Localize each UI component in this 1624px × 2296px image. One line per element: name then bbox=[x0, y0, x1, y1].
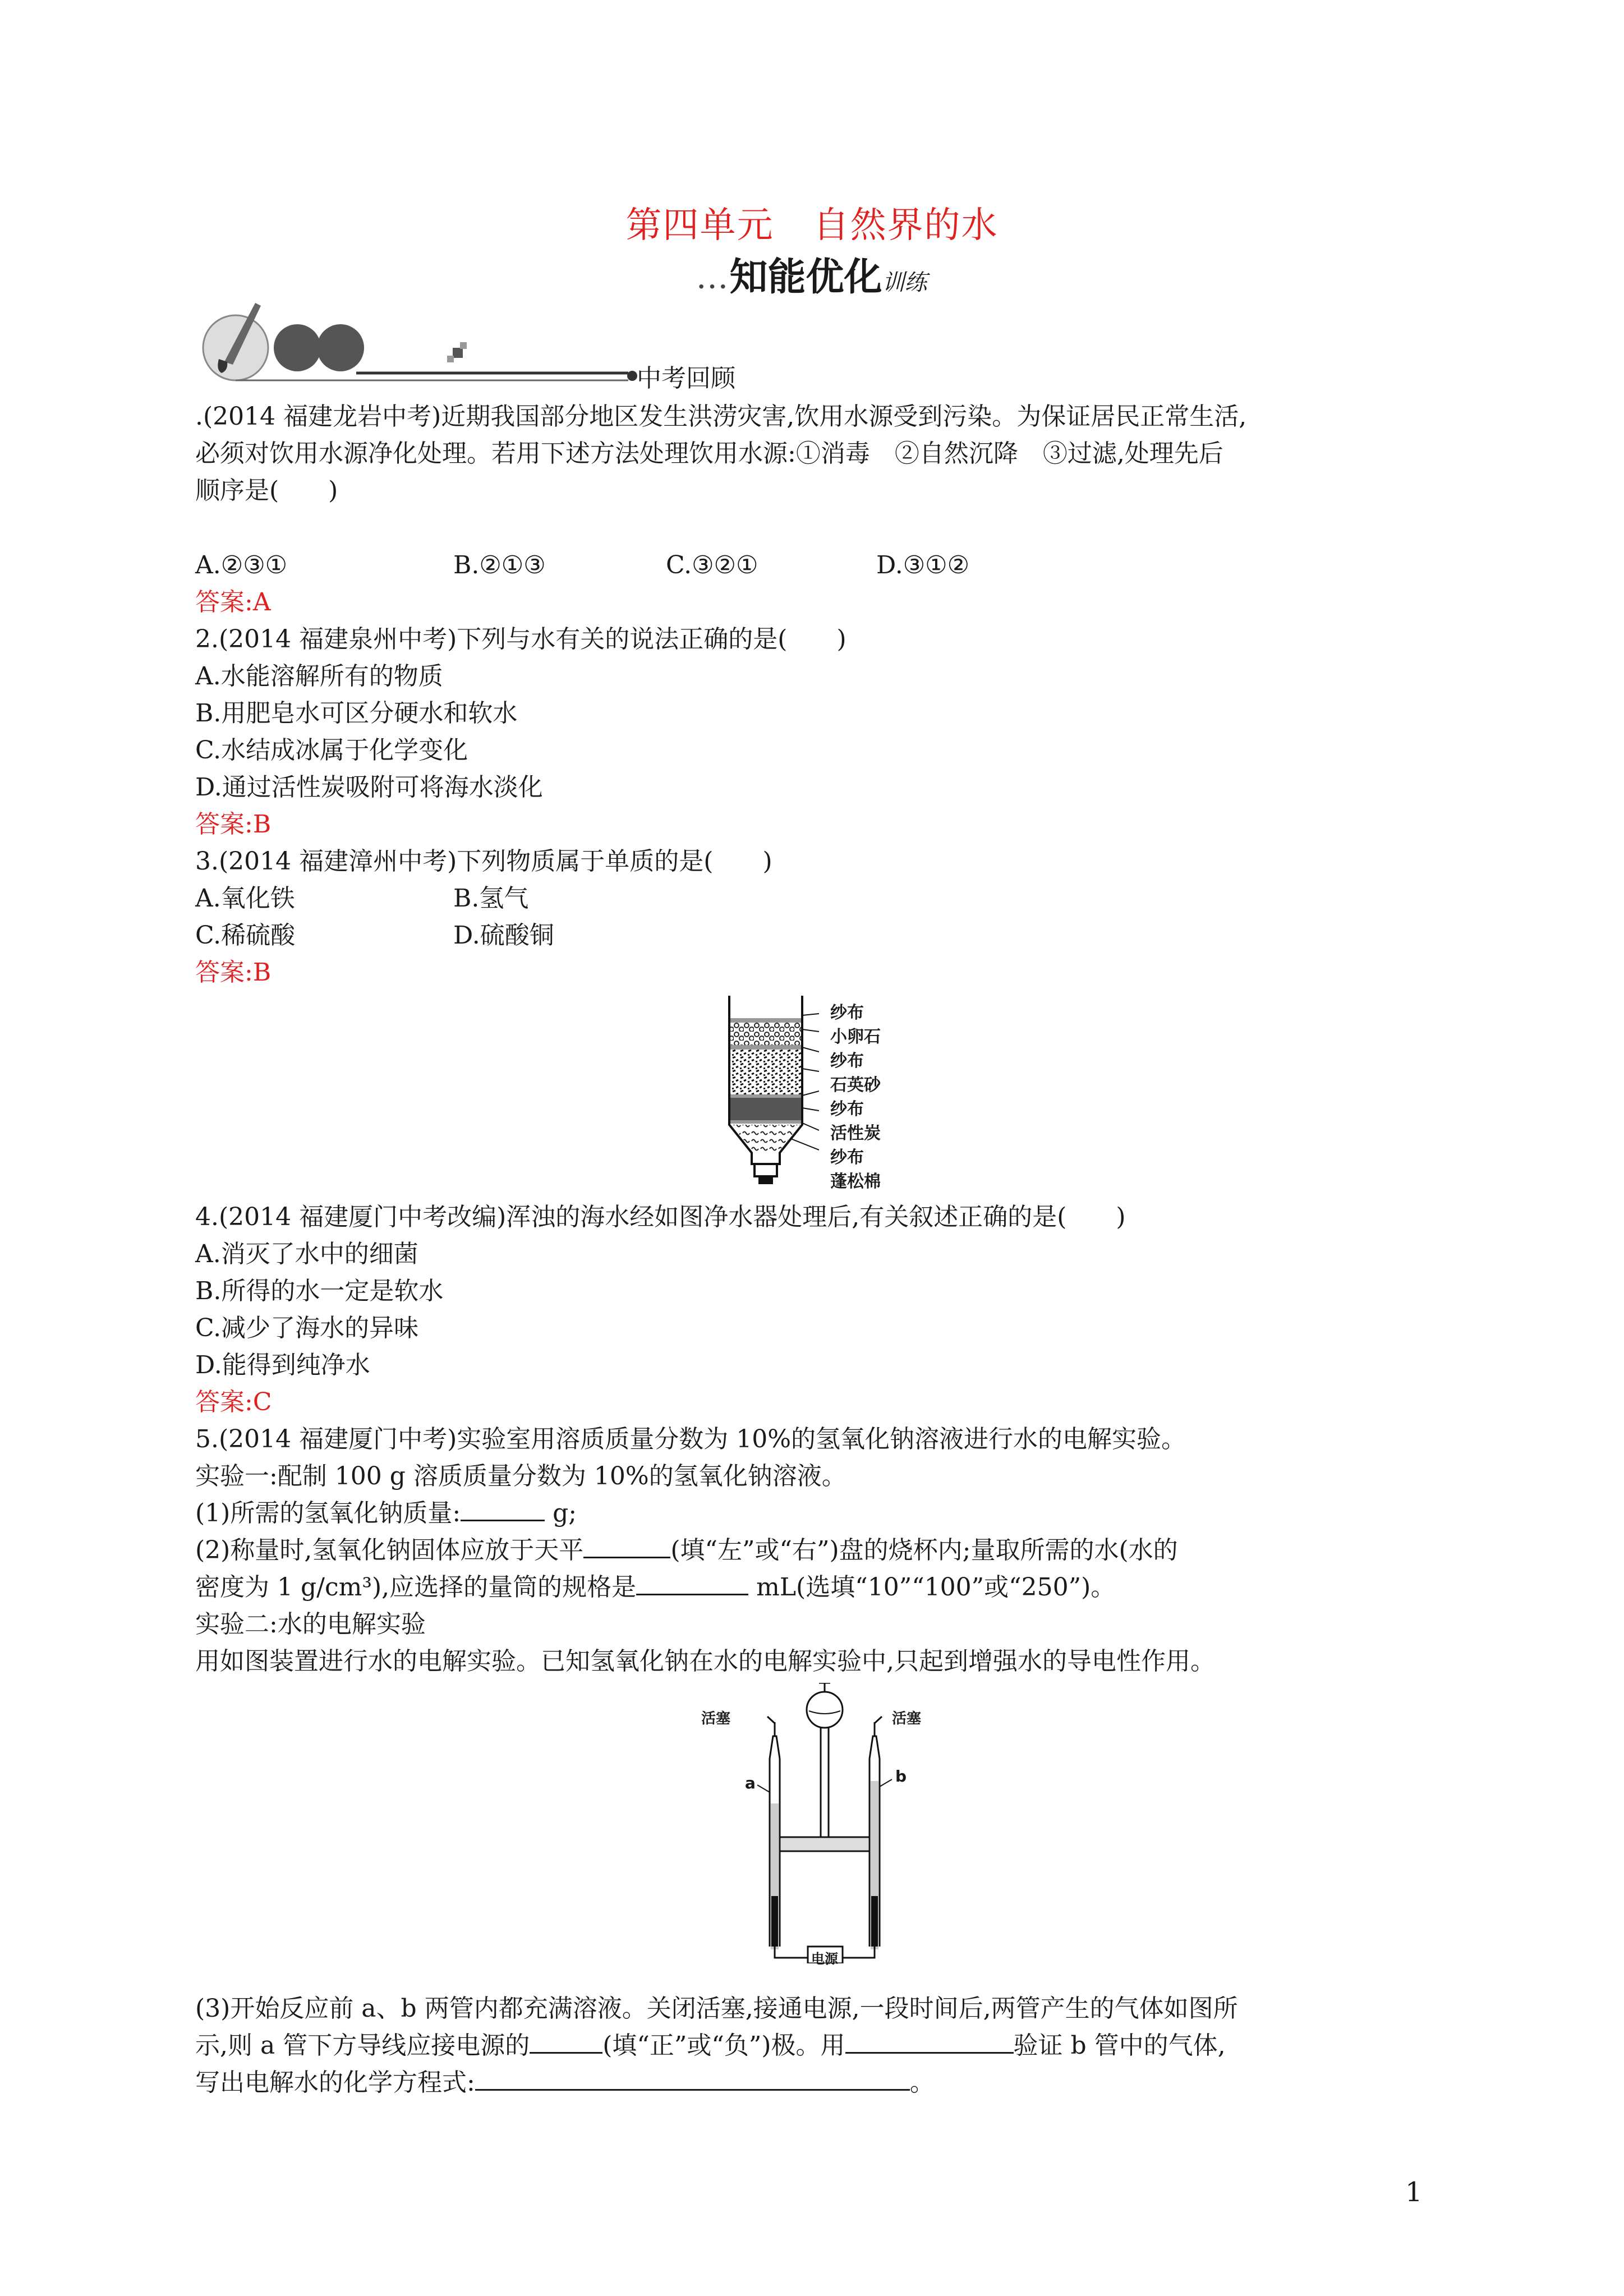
filter-label-6: 活性炭 bbox=[830, 1124, 881, 1143]
q4-option-c: C.减少了海水的异味 bbox=[195, 1314, 419, 1342]
q5-part2-line2 bbox=[195, 1569, 1115, 1606]
unit-title bbox=[0, 196, 1624, 248]
q3-option-a: A.氧化铁 bbox=[195, 884, 295, 913]
q1-line2: 必须对饮用水源净化处理。若用下述方法处理饮用水源:①消毒 ②自然沉降 ③过滤,处理先后 bbox=[195, 439, 1223, 468]
brand-suffix: 训练 bbox=[882, 270, 927, 296]
q3-option-c: C.稀硫酸 bbox=[195, 921, 296, 950]
q5-part2-text: (2)称量时,氢氧化钠固体应放于天平 bbox=[195, 1536, 584, 1565]
q5-part3-text-e: 写出电解水的化学方程式: bbox=[195, 2068, 475, 2097]
q4-option-b: B.所得的水一定是软水 bbox=[195, 1277, 444, 1305]
q1-answer: 答案:A bbox=[195, 588, 271, 616]
q5-part3-line1: (3)开始反应前 a、b 两管内都充满溶液。关闭活塞,接通电源,一段时间后,两管产生的气体如图所 bbox=[195, 1994, 1238, 2023]
q4-option-a: A.消灭了水中的细菌 bbox=[195, 1240, 418, 1268]
tube-b-label: b bbox=[895, 1767, 907, 1786]
q5-part2-text-c: 密度为 1 g/cm³),应选择的量筒的规格是 bbox=[195, 1573, 637, 1602]
q5-part3-text-c: (填“正”或“负”)极。用 bbox=[602, 2031, 845, 2060]
section-heading: 中考回顾 bbox=[637, 364, 735, 393]
filter-label-5: 纱布 bbox=[830, 1099, 864, 1119]
q4-answer: 答案:C bbox=[195, 1388, 272, 1416]
q5-part3-text-f: 。 bbox=[909, 2068, 935, 2097]
answer-blank-6[interactable] bbox=[475, 2067, 910, 2091]
answer-blank-4[interactable] bbox=[530, 2030, 602, 2054]
q1-line3: 顺序是( ) bbox=[195, 476, 338, 505]
q5-part3-text-b: 示,则 a 管下方导线应接电源的 bbox=[195, 2031, 530, 2060]
q5-part1-unit: g; bbox=[545, 1499, 577, 1527]
q5-exp1: 实验一:配制 100 g 溶质质量分数为 10%的氢氧化钠溶液。 bbox=[195, 1462, 846, 1490]
page-number: 1 bbox=[1405, 2177, 1423, 2208]
brand-dots: ••• bbox=[697, 279, 730, 296]
q5-part1 bbox=[195, 1495, 577, 1532]
valve-right-label: 活塞 bbox=[892, 1710, 922, 1727]
q5-part2-line1 bbox=[195, 1532, 1178, 1569]
q4-stem: 4.(2014 福建厦门中考改编)浑浊的海水经如图净水器处理后,有关叙述正确的是( ) bbox=[195, 1203, 1126, 1231]
q2-option-c: C.水结成冰属于化学变化 bbox=[195, 736, 468, 765]
q3-option-d: D.硫酸铜 bbox=[453, 921, 554, 950]
q1-option-a: A.②③① bbox=[195, 551, 288, 579]
answer-blank-2[interactable] bbox=[583, 1534, 670, 1558]
answer-blank-3[interactable] bbox=[636, 1571, 748, 1595]
q5-exp2-desc: 用如图装置进行水的电解实验。已知氢氧化钠在水的电解实验中,只起到增强水的导电性作用。 bbox=[195, 1647, 1215, 1676]
q3-answer: 答案:B bbox=[195, 958, 272, 987]
filter-label-2: 小卵石 bbox=[830, 1027, 881, 1047]
q4-option-d: D.能得到纯净水 bbox=[195, 1351, 370, 1379]
unit-name: 自然界的水 bbox=[813, 205, 999, 246]
answer-blank-5[interactable] bbox=[845, 2030, 1014, 2054]
water-filter-figure bbox=[724, 996, 819, 1186]
q3-option-b: B.氢气 bbox=[453, 884, 529, 913]
q1-option-d: D.③①② bbox=[876, 551, 970, 579]
filter-label-1: 纱布 bbox=[830, 1003, 864, 1023]
q2-stem: 2.(2014 福建泉州中考)下列与水有关的说法正确的是( ) bbox=[195, 625, 846, 654]
power-supply-label: 电源 bbox=[811, 1951, 838, 1967]
q5-part2-text-d: mL(选填“10”“100”或“250”)。 bbox=[748, 1573, 1116, 1602]
q2-answer: 答案:B bbox=[195, 810, 272, 839]
q5-part1-text: (1)所需的氢氧化钠质量: bbox=[195, 1499, 461, 1527]
q2-option-a: A.水能溶解所有的物质 bbox=[195, 662, 443, 691]
unit-number: 第四单元 bbox=[625, 205, 774, 246]
q1-option-b: B.②①③ bbox=[453, 551, 546, 579]
q5-exp2: 实验二:水的电解实验 bbox=[195, 1610, 426, 1639]
filter-label-8: 蓬松棉 bbox=[830, 1172, 881, 1191]
q5-part2-text-b: (填“左”或“右”)盘的烧杯内;量取所需的水(水的 bbox=[670, 1536, 1178, 1565]
q2-option-d: D.通过活性炭吸附可将海水淡化 bbox=[195, 773, 543, 802]
q5-stem: 5.(2014 福建厦门中考)实验室用溶质质量分数为 10%的氢氧化钠溶液进行水的电解实验。 bbox=[195, 1425, 1186, 1453]
brand-title: 知能优化 bbox=[729, 255, 882, 300]
q1-line1: .(2014 福建龙岩中考)近期我国部分地区发生洪涝灾害,饮用水源受到污染。为保证居民正常生活, bbox=[195, 402, 1247, 431]
q2-option-b: B.用肥皂水可区分硬水和软水 bbox=[195, 699, 518, 728]
tube-a-label: a bbox=[745, 1774, 756, 1792]
q5-part3-line2 bbox=[195, 2027, 1226, 2064]
q1-option-c: C.③②① bbox=[666, 551, 758, 579]
valve-left-label: 活塞 bbox=[701, 1710, 731, 1727]
q3-stem: 3.(2014 福建漳州中考)下列物质属于单质的是( ) bbox=[195, 847, 772, 876]
filter-label-7: 纱布 bbox=[830, 1148, 864, 1167]
q5-part3-line3 bbox=[195, 2064, 935, 2101]
q5-part3-text-d: 验证 b 管中的气体, bbox=[1013, 2031, 1226, 2060]
answer-blank-1[interactable] bbox=[461, 1497, 545, 1521]
filter-label-3: 纱布 bbox=[830, 1051, 864, 1071]
filter-label-4: 石英砂 bbox=[830, 1075, 881, 1095]
